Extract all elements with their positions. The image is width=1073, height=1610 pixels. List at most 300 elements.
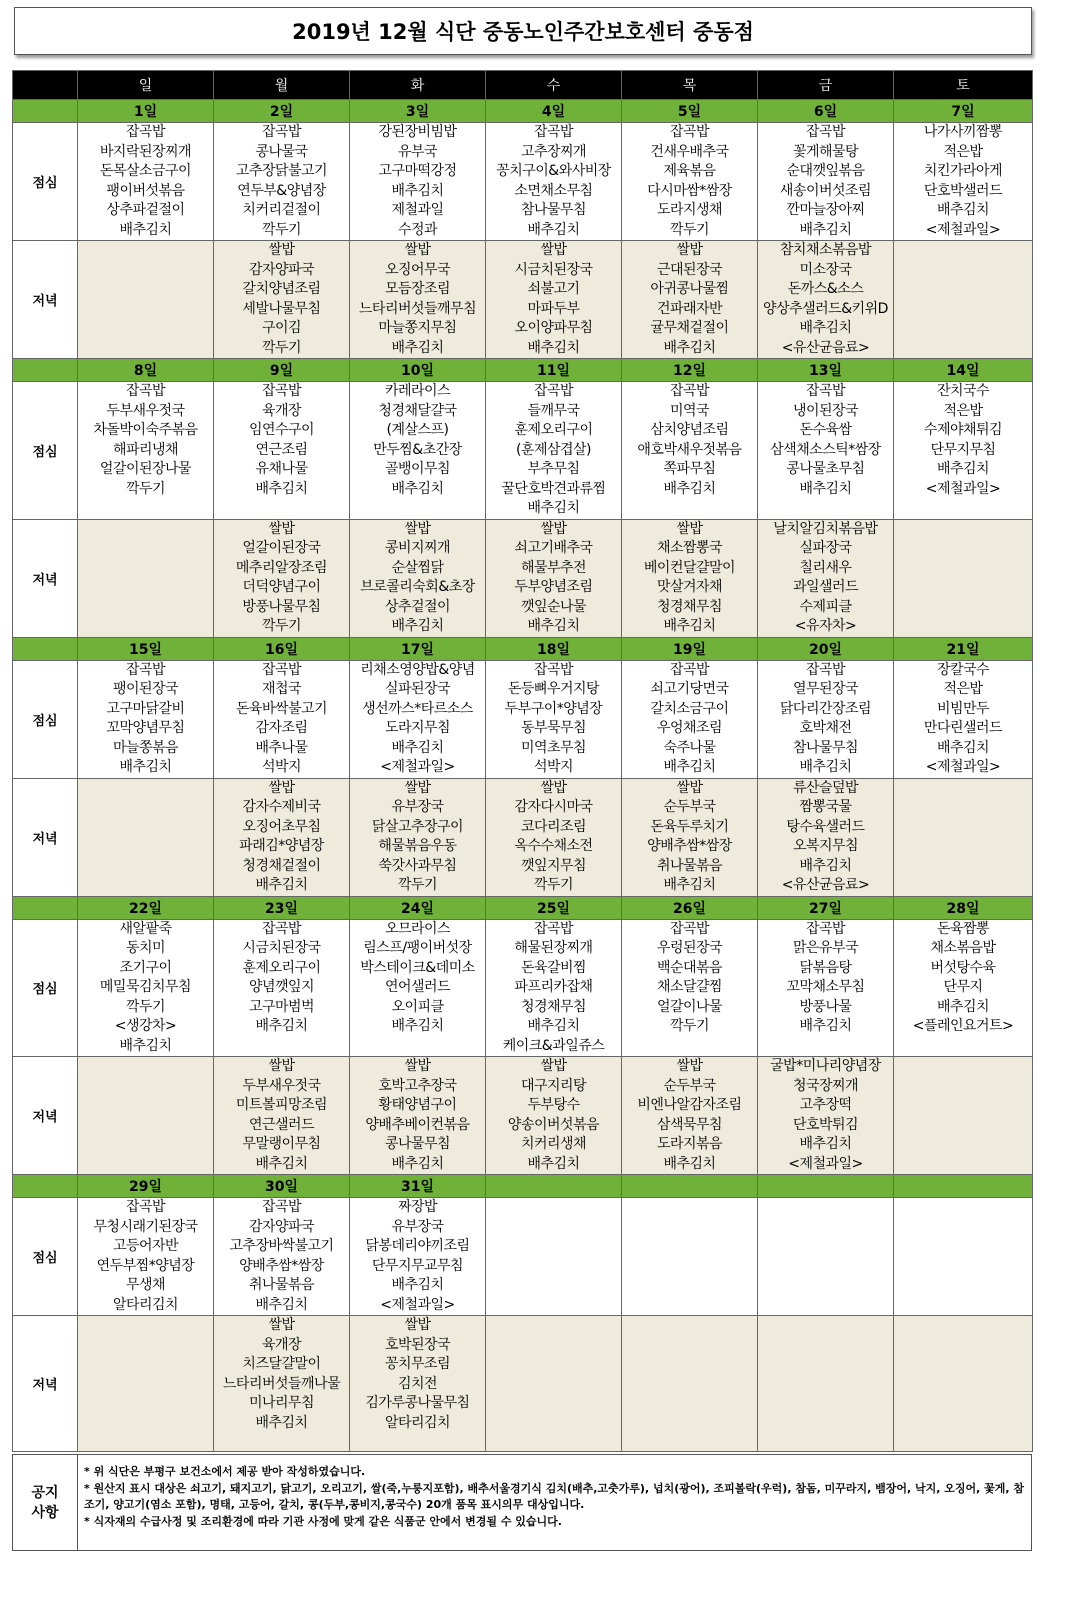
menu-item: 돈등뼈우거지탕 <box>507 681 600 697</box>
menu-item: 콩나물국 <box>255 143 308 160</box>
lunch-cell-fri <box>758 919 894 1057</box>
menu-item: 꽁치구이&와사비장 <box>496 163 611 179</box>
date-row <box>13 359 1033 382</box>
date-row-label <box>13 100 78 123</box>
menu-item: 오복지무침 <box>792 838 859 854</box>
menu-item: 쌀밥 <box>676 242 703 258</box>
menu-item: 돈까스&소스 <box>787 281 864 297</box>
menu-item: 수제야채튀김 <box>923 422 1003 438</box>
date-cell-fri: 27일 <box>758 896 894 919</box>
menu-item: 양배추쌈*쌈장 <box>239 1257 324 1274</box>
menu-item: 깍두기 <box>125 480 166 497</box>
menu-item: 배추김치 <box>119 221 172 238</box>
menu-item: 마파두부 <box>527 300 580 317</box>
menu-item: 양배추베이컨볶음 <box>365 1116 470 1133</box>
menu-item: 배추김치 <box>936 998 990 1015</box>
menu-item: 골뱅이무침 <box>384 461 451 477</box>
dinner-row <box>13 1316 1033 1452</box>
menu-item: 적은밥 <box>943 143 983 160</box>
lunch-cell-wed <box>486 660 622 778</box>
menu-item: 연근샐러드 <box>248 1116 315 1133</box>
notice-label-line2: 사항 <box>31 1504 59 1521</box>
menu-item: 배추김치 <box>936 202 990 218</box>
lunch-cell-fri <box>758 1198 894 1316</box>
menu-item: 취나물볶음 <box>248 1277 315 1293</box>
menu-item: 삼색채소스틱*쌈장 <box>770 441 881 458</box>
date-row-label <box>13 896 78 919</box>
menu-item: 무생채 <box>125 1277 166 1293</box>
menu-item: 얼갈이된장국 <box>242 540 321 556</box>
dinner-cell-sun <box>78 1057 214 1175</box>
weekday-header-row <box>13 71 1033 100</box>
menu-item: 훈제오리구이 <box>514 422 593 438</box>
lunch-cell-sat <box>894 919 1033 1057</box>
menu-item: 림스프/팽이버섯장 <box>363 940 472 956</box>
menu-item: 마늘쫑지무침 <box>378 320 457 336</box>
menu-item: 치킨가라아게 <box>923 163 1003 179</box>
menu-item: 메추리알장조림 <box>235 559 328 576</box>
menu-item: 배추김치 <box>391 1155 444 1172</box>
menu-item: 꼬막양념무침 <box>106 720 185 736</box>
date-cell-fri: 20일 <box>758 637 894 660</box>
date-cell-sun: 8일 <box>78 359 214 382</box>
menu-item: 청경채무침 <box>656 598 723 615</box>
menu-item: 배추김치 <box>799 857 852 874</box>
dinner-cell-thu <box>622 241 758 359</box>
menu-item: 얼갈이나물 <box>656 998 723 1015</box>
menu-item: 쌀밥 <box>540 1058 567 1074</box>
menu-item: 순두부국 <box>663 1077 716 1094</box>
menu-item: 칠리새우 <box>799 559 852 576</box>
menu-item: 동부묵무침 <box>520 720 587 736</box>
menu-item: 잡곡밥 <box>261 383 302 399</box>
lunch-label: 점심 <box>13 382 78 520</box>
menu-item: 실파된장국 <box>384 681 451 697</box>
menu-item: 미소장국 <box>799 261 852 278</box>
dinner-cell-fri <box>758 1316 894 1452</box>
menu-item: 깍두기 <box>669 221 710 238</box>
menu-item: 호박고추장국 <box>378 1077 457 1094</box>
dinner-cell-fri <box>758 778 894 896</box>
date-cell-sat: 7일 <box>894 100 1033 123</box>
lunch-cell-wed <box>486 1198 622 1316</box>
menu-item: 해파리냉채 <box>112 441 179 458</box>
menu-item: 호박채전 <box>799 720 852 736</box>
menu-item: <제철과일> <box>925 221 1001 238</box>
menu-item: 꿀단호박견과류찜 <box>501 480 606 497</box>
dinner-cell-tue <box>350 241 486 359</box>
menu-item: 미역초무침 <box>520 739 587 756</box>
menu-item: 소면채소무침 <box>514 182 593 199</box>
menu-item: 쑥갓사과무침 <box>378 857 457 874</box>
menu-item: 비엔나알감자조림 <box>637 1097 742 1113</box>
menu-item: 쌀밥 <box>404 520 431 537</box>
menu-item: 청국장찌개 <box>792 1077 859 1094</box>
dinner-row <box>13 1057 1033 1175</box>
lunch-cell-mon <box>214 1198 350 1316</box>
menu-item: 코다리조림 <box>520 818 587 835</box>
date-cell-tue: 3일 <box>350 100 486 123</box>
lunch-cell-thu <box>622 123 758 241</box>
menu-item: 잡곡밥 <box>805 920 846 937</box>
menu-item: 굴밥*미나리양념장 <box>770 1058 881 1074</box>
dinner-cell-fri <box>758 1057 894 1175</box>
menu-item: 깍두기 <box>261 221 302 238</box>
menu-item: 감자양파국 <box>248 1218 315 1235</box>
menu-item: 참나물무침 <box>792 739 859 756</box>
menu-item: 배추김치 <box>663 1155 716 1172</box>
menu-item: 맛살겨자채 <box>656 579 723 595</box>
menu-item: 부추무침 <box>527 461 580 477</box>
menu-item: 과일샐러드 <box>792 579 859 595</box>
menu-item: 치커리겉절이 <box>242 202 321 218</box>
menu-item: 돈육짬뽕 <box>936 920 990 937</box>
dinner-label: 저녁 <box>13 1057 78 1175</box>
menu-item: 유채나물 <box>255 461 308 477</box>
menu-item: 카레라이스 <box>384 383 451 399</box>
menu-item: 만두찜&초간장 <box>373 441 462 458</box>
date-row <box>13 896 1033 919</box>
menu-item: 연두부&양념장 <box>237 182 326 199</box>
menu-item: 고추장바싹불고기 <box>229 1238 334 1254</box>
menu-item: 시금치된장국 <box>514 261 593 278</box>
lunch-cell-wed <box>486 382 622 520</box>
menu-item: 잡곡밥 <box>261 920 302 937</box>
date-cell-thu: 26일 <box>622 896 758 919</box>
menu-item: 배추김치 <box>119 1037 172 1054</box>
dinner-cell-sat <box>894 241 1033 359</box>
menu-item: 김가루콩나물무침 <box>365 1395 470 1411</box>
menu-item: 쇠불고기 <box>527 281 580 297</box>
menu-item: 배추김치 <box>391 480 444 497</box>
menu-item: 배추김치 <box>527 500 580 516</box>
menu-item: 짜장밥 <box>397 1199 438 1215</box>
date-cell-thu <box>622 1175 758 1198</box>
lunch-label: 점심 <box>13 919 78 1057</box>
menu-item: 육개장 <box>261 1336 302 1353</box>
lunch-cell-tue <box>350 382 486 520</box>
menu-item: 파래김*양념장 <box>239 838 324 854</box>
menu-item: 고구마범벅 <box>248 998 315 1015</box>
date-cell-fri: 6일 <box>758 100 894 123</box>
date-cell-sun: 15일 <box>78 637 214 660</box>
dinner-cell-wed <box>486 1057 622 1175</box>
date-cell-mon: 23일 <box>214 896 350 919</box>
menu-item: 미트볼피망조림 <box>235 1097 328 1113</box>
menu-item: 냉이된장국 <box>792 402 859 419</box>
dinner-label: 저녁 <box>13 778 78 896</box>
weekday-mon: 월 <box>214 71 350 100</box>
date-cell-mon: 16일 <box>214 637 350 660</box>
menu-item: 느타리버섯들깨나물 <box>222 1375 341 1392</box>
menu-item: 임연수구이 <box>248 422 315 438</box>
menu-item: 단무지무교무침 <box>371 1257 464 1274</box>
date-cell-wed <box>486 1175 622 1198</box>
menu-item: 두부새우젓국 <box>242 1077 321 1094</box>
menu-item: 박스테이크&데미소 <box>360 959 475 976</box>
menu-item: 유부국 <box>397 143 438 160</box>
menu-item: 연두부찜*양념장 <box>96 1257 195 1274</box>
menu-item: 양송이버섯볶음 <box>507 1116 600 1133</box>
dinner-cell-thu <box>622 1316 758 1452</box>
menu-item: 배추김치 <box>391 1277 444 1293</box>
date-cell-sat: 21일 <box>894 637 1033 660</box>
menu-item: 채소볶음밥 <box>930 940 996 956</box>
menu-item: 잡곡밥 <box>125 1199 166 1215</box>
menu-item: 방풍나물무침 <box>242 598 321 615</box>
menu-item: 제철과일 <box>391 202 444 218</box>
dinner-cell-sat <box>894 519 1033 637</box>
menu-item: 훈제오리구이 <box>242 959 321 976</box>
date-cell-fri <box>758 1175 894 1198</box>
menu-item: 배추김치 <box>391 339 444 356</box>
menu-item: 새송이버섯조림 <box>779 182 872 199</box>
menu-item: 시금치된장국 <box>242 940 321 956</box>
lunch-row <box>13 123 1033 241</box>
dinner-cell-tue <box>350 1057 486 1175</box>
menu-item: 돈육갈비찜 <box>520 959 587 976</box>
lunch-cell-sat <box>894 660 1033 778</box>
weekday-fri: 금 <box>758 71 894 100</box>
menu-item: 잡곡밥 <box>261 661 302 678</box>
menu-item: 고구마떡강정 <box>378 163 457 179</box>
menu-item: 도라지생채 <box>656 202 723 218</box>
menu-item: 잡곡밥 <box>805 124 846 140</box>
menu-item: 청경채무침 <box>520 998 587 1015</box>
menu-item: 대구지리탕 <box>520 1077 587 1094</box>
menu-item: 배추김치 <box>663 339 716 356</box>
menu-item: 고추장닭불고기 <box>235 163 328 179</box>
date-cell-wed: 11일 <box>486 359 622 382</box>
menu-item: 배추김치 <box>799 1136 852 1152</box>
menu-item: 쌀밥 <box>268 1317 295 1333</box>
dinner-cell-tue <box>350 778 486 896</box>
date-cell-fri: 13일 <box>758 359 894 382</box>
date-row-label <box>13 1175 78 1198</box>
menu-item: 쌀밥 <box>404 242 431 258</box>
date-cell-tue: 31일 <box>350 1175 486 1198</box>
menu-item: 채소달걀찜 <box>656 979 723 995</box>
menu-item: 오이양파무침 <box>514 320 593 336</box>
menu-item: 참치채소볶음밥 <box>779 242 872 258</box>
menu-item: 배추김치 <box>527 618 580 634</box>
menu-item: 짬뽕국물 <box>799 799 852 815</box>
dinner-cell-sat <box>894 778 1033 896</box>
menu-item: 백순대볶음 <box>656 959 723 976</box>
menu-item: 알타리김치 <box>112 1296 179 1313</box>
menu-item: 잡곡밥 <box>125 124 166 140</box>
lunch-cell-fri <box>758 660 894 778</box>
dinner-cell-mon <box>214 519 350 637</box>
menu-body <box>13 100 1033 1452</box>
weekday-sun: 일 <box>78 71 214 100</box>
menu-item: 김치전 <box>397 1375 438 1392</box>
menu-item: <플레인요거트> <box>912 1018 1014 1034</box>
lunch-cell-tue <box>350 919 486 1057</box>
notice-label-line1: 공지 <box>31 1484 59 1501</box>
menu-item: 순두부국 <box>663 799 716 815</box>
menu-item: 배추김치 <box>527 1018 580 1034</box>
menu-item: 돈육바싹불고기 <box>235 700 328 717</box>
menu-item: 배추김치 <box>255 480 308 497</box>
menu-item: 배추김치 <box>119 759 172 775</box>
menu-item: 쇠고기당면국 <box>650 681 729 697</box>
menu-item: 돈목살소금구이 <box>99 163 192 179</box>
lunch-row <box>13 382 1033 520</box>
date-cell-sat <box>894 1175 1033 1198</box>
dinner-cell-sat <box>894 1057 1033 1175</box>
menu-item: 메밀묵김치무침 <box>99 979 192 995</box>
lunch-cell-sat <box>894 123 1033 241</box>
menu-item: 양념깻잎지 <box>248 979 315 995</box>
menu-item: 두부탕수 <box>527 1097 580 1113</box>
lunch-cell-thu <box>622 1198 758 1316</box>
date-cell-sat: 28일 <box>894 896 1033 919</box>
dinner-cell-thu <box>622 519 758 637</box>
menu-item: 상추파겉절이 <box>106 202 185 218</box>
menu-item: 건새우배추국 <box>650 143 729 160</box>
date-cell-tue: 10일 <box>350 359 486 382</box>
menu-item: 콩나물초무침 <box>786 461 865 477</box>
lunch-cell-thu <box>622 919 758 1057</box>
menu-item: 치커리생채 <box>520 1136 587 1152</box>
menu-item: 류산슬덮밥 <box>792 779 859 796</box>
dinner-cell-wed <box>486 778 622 896</box>
menu-item: 갈치소금구이 <box>650 700 729 717</box>
menu-item: 유부장국 <box>391 799 444 815</box>
menu-item: 쇠고기배추국 <box>514 540 593 556</box>
date-cell-mon: 30일 <box>214 1175 350 1198</box>
menu-item: 고구마닭갈비 <box>106 700 185 717</box>
dinner-cell-fri <box>758 519 894 637</box>
menu-item: 배추김치 <box>663 877 716 893</box>
menu-item: 취나물볶음 <box>656 857 723 874</box>
menu-item: 꼬막채소무침 <box>786 979 865 995</box>
menu-item: 제육볶음 <box>663 163 716 179</box>
date-cell-tue: 24일 <box>350 896 486 919</box>
menu-item: 꽃게해물탕 <box>792 143 859 160</box>
menu-item: 쌀밥 <box>404 779 431 796</box>
menu-item: 미나리무침 <box>248 1395 315 1411</box>
lunch-cell-mon <box>214 382 350 520</box>
menu-item: 배추김치 <box>936 461 990 477</box>
menu-item: 감자수제비국 <box>242 799 321 815</box>
menu-item: 근대된장국 <box>656 261 723 278</box>
menu-item: 닭봉데리야끼조림 <box>365 1238 470 1254</box>
lunch-label: 점심 <box>13 660 78 778</box>
notice-label <box>13 1455 78 1550</box>
menu-item: 배추김치 <box>255 1155 308 1172</box>
menu-item: 미역국 <box>669 402 710 419</box>
menu-item: 참나물무침 <box>520 202 587 218</box>
menu-item: 유부장국 <box>391 1218 444 1235</box>
dinner-label: 저녁 <box>13 241 78 359</box>
menu-item: 단호박튀김 <box>792 1116 859 1133</box>
menu-item: 건파래자반 <box>656 300 723 317</box>
menu-item: 감자양파국 <box>248 261 315 278</box>
lunch-cell-mon <box>214 123 350 241</box>
dinner-cell-tue <box>350 1316 486 1452</box>
dinner-cell-mon <box>214 241 350 359</box>
lunch-row <box>13 919 1033 1057</box>
date-row-label <box>13 637 78 660</box>
menu-item: 깍두기 <box>669 1018 710 1034</box>
menu-item: 갈치양념조림 <box>242 281 321 297</box>
dinner-cell-fri <box>758 241 894 359</box>
menu-item: 잡곡밥 <box>533 920 574 937</box>
menu-item: 맑은유부국 <box>792 940 859 956</box>
notice-line: * 위 식단은 부평구 보건소에서 제공 받아 작성하였습니다. <box>84 1465 366 1478</box>
menu-item: 콩나물무침 <box>384 1136 451 1152</box>
menu-item: 배추김치 <box>799 759 852 775</box>
notice-box <box>12 1454 1032 1551</box>
menu-item: 두부양념조림 <box>514 579 593 595</box>
lunch-row <box>13 1198 1033 1316</box>
menu-item: 배추김치 <box>255 1018 308 1034</box>
menu-item: 잡곡밥 <box>261 1199 302 1215</box>
lunch-cell-tue <box>350 660 486 778</box>
lunch-cell-sun <box>78 123 214 241</box>
menu-item: 알타리김치 <box>384 1414 451 1431</box>
menu-item: 조기구이 <box>119 959 172 976</box>
menu-item: 더덕양념구이 <box>242 579 321 595</box>
menu-item: 적은밥 <box>943 681 983 697</box>
menu-item: 상추겉절이 <box>384 598 451 615</box>
date-row <box>13 637 1033 660</box>
dinner-cell-thu <box>622 1057 758 1175</box>
menu-item: 리채소영양밥&양념 <box>360 661 475 678</box>
menu-item: 쌀밥 <box>676 1058 703 1074</box>
lunch-label: 점심 <box>13 123 78 241</box>
menu-item: 오이피클 <box>391 998 444 1015</box>
menu-item: 배추김치 <box>255 1414 308 1431</box>
menu-item: 장칼국수 <box>936 661 990 678</box>
menu-item: 깍두기 <box>125 998 166 1015</box>
menu-item: 잡곡밥 <box>533 124 574 140</box>
date-row <box>13 100 1033 123</box>
menu-item: 순살찜닭 <box>391 559 444 576</box>
notice-line: * 식자재의 수급사정 및 조리환경에 따라 기관 사정에 맞게 같은 식품군 안에서 변경될 수 있습니다. <box>84 1514 562 1528</box>
date-cell-thu: 12일 <box>622 359 758 382</box>
menu-item: (훈제삼겹살) <box>515 441 592 458</box>
menu-item: 연어샐러드 <box>384 979 451 995</box>
menu-item: 잡곡밥 <box>669 383 710 399</box>
date-row-label <box>13 359 78 382</box>
menu-item: 석박지 <box>261 759 302 775</box>
menu-item: 쌀밥 <box>404 1317 431 1333</box>
menu-item: 쌀밥 <box>404 1058 431 1074</box>
menu-item: 팽이된장국 <box>112 681 179 697</box>
menu-item: 해물부추전 <box>520 559 587 576</box>
menu-item: 배추김치 <box>663 480 716 497</box>
menu-item: 연근조림 <box>255 441 308 458</box>
menu-item: 숙주나물 <box>663 739 716 756</box>
menu-item: 잔치국수 <box>936 383 990 399</box>
page-title: 2019년 12월 식단 중동노인주간보호센터 중동점 <box>14 7 1032 55</box>
lunch-label: 점심 <box>13 1198 78 1316</box>
menu-item: 고추장찌개 <box>520 143 587 160</box>
menu-item: <유산균음료> <box>781 877 870 893</box>
menu-item: 양상추샐러드&키위D <box>763 300 888 317</box>
menu-item: 배추김치 <box>799 221 852 238</box>
menu-item: 귤무채겉절이 <box>650 320 729 336</box>
dinner-label: 저녁 <box>13 519 78 637</box>
menu-item: 단무지무침 <box>930 441 996 458</box>
date-cell-mon: 9일 <box>214 359 350 382</box>
menu-item: 치즈달걀말이 <box>242 1356 321 1372</box>
lunch-row <box>13 660 1033 778</box>
date-cell-tue: 17일 <box>350 637 486 660</box>
